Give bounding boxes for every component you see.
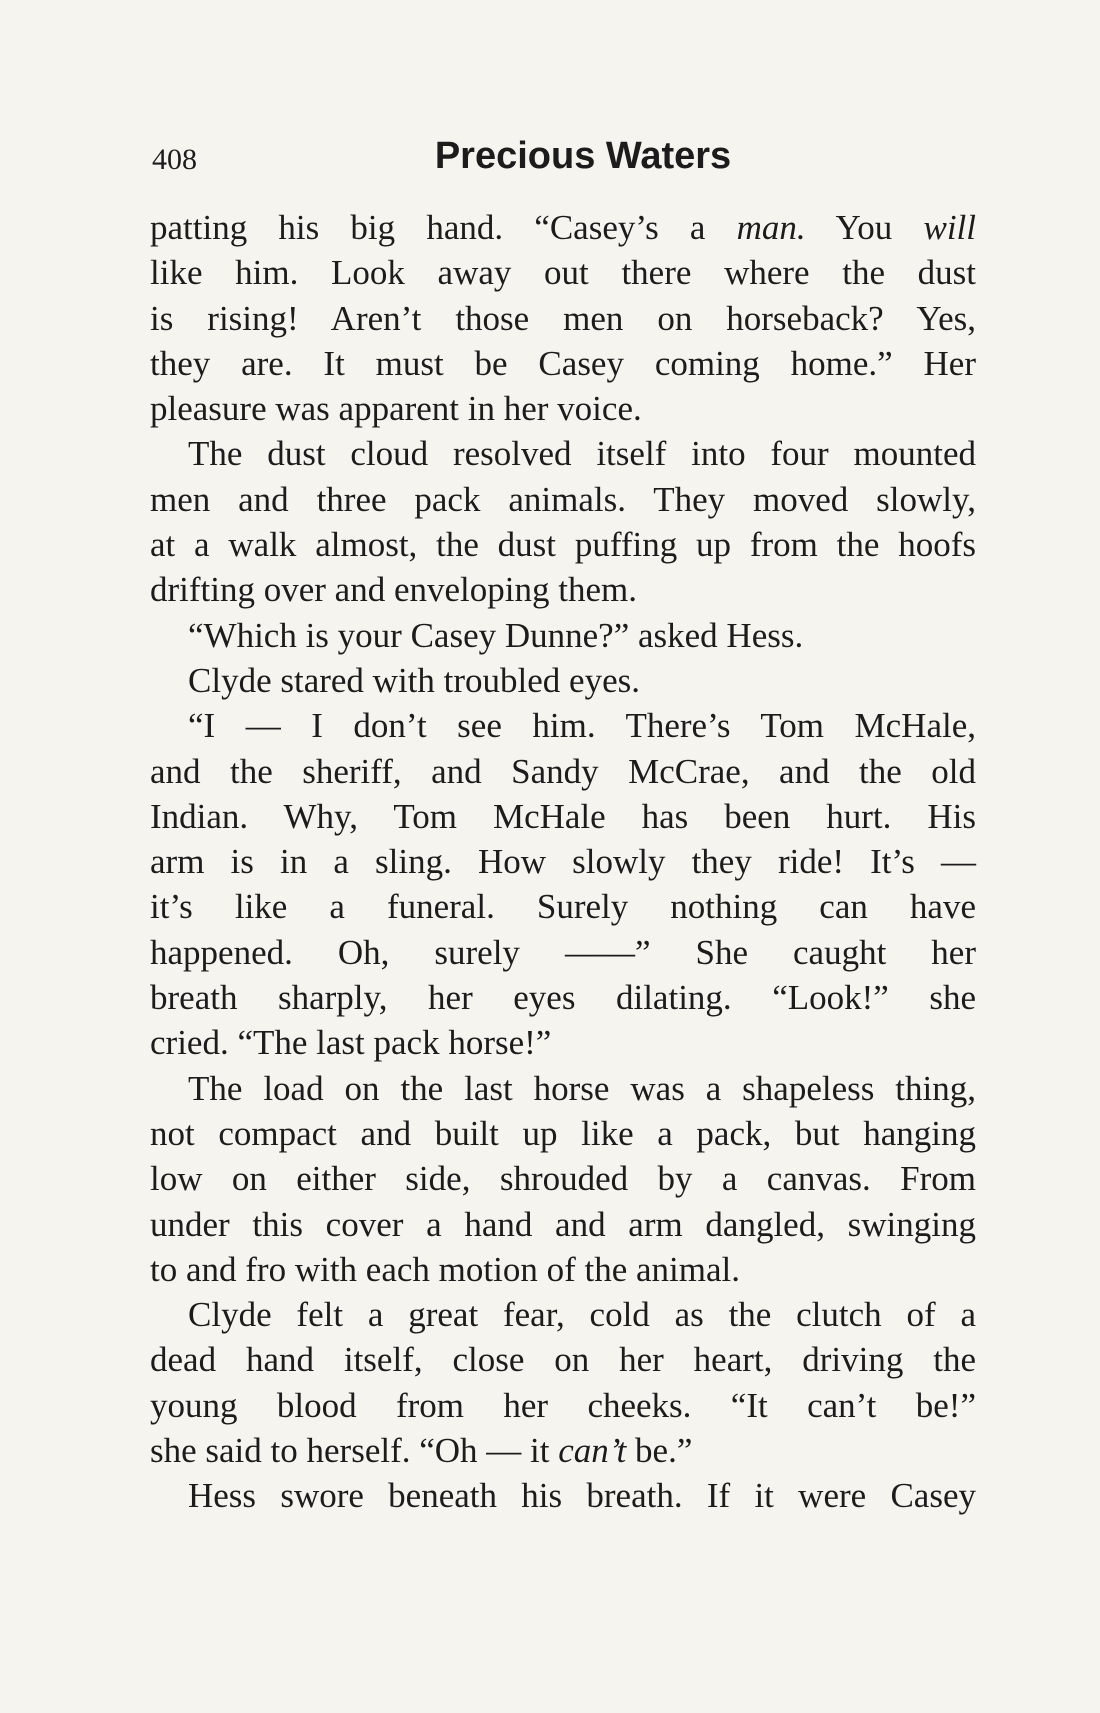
text-line: is rising! Aren’t those men on horseback? Yes, xyxy=(150,298,976,338)
text-line: Indian. Why, Tom McHale has been hurt. His xyxy=(150,796,976,836)
text-line: cried. “The last pack horse!” xyxy=(150,1023,552,1063)
text-line: Clyde felt a great fear, cold as the clutch of a xyxy=(188,1295,976,1335)
text-line: and the sheriff, and Sandy McCrae, and the old xyxy=(150,751,976,791)
text-line: low on either side, shrouded by a canvas. From xyxy=(150,1159,976,1199)
text-line: young blood from her cheeks. “It can’t be!” xyxy=(150,1385,976,1425)
text-line: arm is in a sling. How slowly they ride! It’s — xyxy=(150,842,976,882)
text-line: she said to herself. “Oh — it can’t be.” xyxy=(150,1431,693,1471)
running-title: Precious Waters xyxy=(434,135,732,177)
text-line: “Which is your Casey Dunne?” asked Hess. xyxy=(188,615,804,655)
text-line: pleasure was apparent in her voice. xyxy=(150,389,642,429)
text-line: men and three pack animals. They moved slowly, xyxy=(150,479,976,519)
text-line: at a walk almost, the dust puffing up from the hoofs xyxy=(150,525,976,565)
text-line: drifting over and enveloping them. xyxy=(150,570,637,610)
text-line: dead hand itself, close on her heart, driving the xyxy=(150,1340,976,1380)
text-line: The dust cloud resolved itself into four mounted xyxy=(188,434,976,474)
text-line: it’s like a funeral. Surely nothing can have xyxy=(150,887,976,927)
text-line: under this cover a hand and arm dangled, swinging xyxy=(150,1204,976,1244)
text-line: patting his big hand. “Casey’s a man. You will xyxy=(150,208,976,247)
page-header xyxy=(152,135,974,195)
text-line: like him. Look away out there where the dust xyxy=(150,253,976,293)
text-line: Clyde stared with troubled eyes. xyxy=(188,660,640,700)
text-line: The load on the last horse was a shapeless thing, xyxy=(188,1068,976,1108)
text-line: happened. Oh, surely ——” She caught her xyxy=(150,932,976,972)
body-text xyxy=(150,205,976,1519)
text-line: breath sharply, her eyes dilating. “Look!” she xyxy=(150,978,976,1018)
text-line: to and fro with each motion of the animal. xyxy=(150,1249,740,1289)
page-number: 408 xyxy=(152,143,197,176)
text-line: not compact and built up like a pack, but hanging xyxy=(150,1113,976,1153)
text-line: “I — I don’t see him. There’s Tom McHale, xyxy=(188,706,976,746)
text-line: they are. It must be Casey coming home.” Her xyxy=(150,343,976,383)
text-line: Hess swore beneath his breath. If it were Casey xyxy=(188,1476,976,1516)
